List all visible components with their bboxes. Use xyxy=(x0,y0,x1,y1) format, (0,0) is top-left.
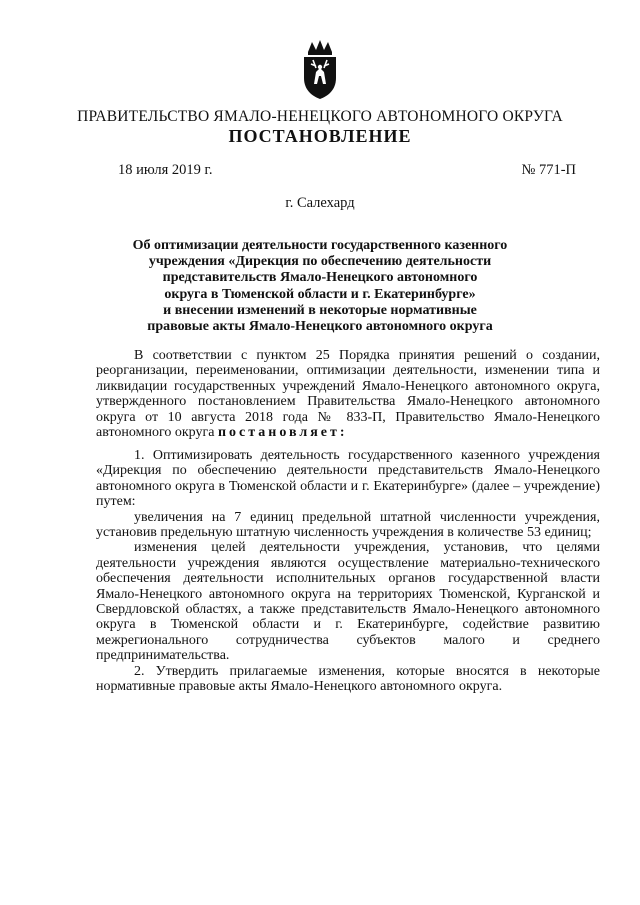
preamble-paragraph xyxy=(96,348,600,440)
title-line: представительств Ямало-Ненецкого автономного xyxy=(162,270,478,286)
item-paragraph: изменения целей деятельности учреждения, установив, что целями деятельности учреждения являются осуществление материально-технического обеспечения деятельности исполнительных органов государственной власти Ямало-Ненецкого автономного округа на территориях Тюменской, Курганской и Свердловской областях, а также представительств Ямало-Ненецкого автономного округа в Тюменской области и г. Екатеринбурге, содействие развитию межрегионального сотрудничества субъектов малого и среднего предпринимательства. xyxy=(96,540,600,664)
title-line: Об оптимизации деятельности государственного казенного xyxy=(132,238,508,253)
preamble-emphasis: постановляет: xyxy=(217,425,348,441)
document-number: № 771-П xyxy=(521,162,576,178)
title-line: и внесении изменений в некоторые нормативные xyxy=(163,302,477,318)
document-type: ПОСТАНОВЛЕНИЕ xyxy=(228,126,412,146)
coat-of-arms-icon xyxy=(300,40,340,100)
document-date: 18 июля 2019 г. xyxy=(118,162,213,178)
items-section xyxy=(96,448,600,695)
item-paragraph: 2. Утвердить прилагаемые изменения, которые вносятся в некоторые нормативные правовые акты Ямало-Ненецкого автономного округа. xyxy=(96,663,600,695)
preamble-body: В соответствии с пунктом 25 Порядка принятия решений о создании, реорганизации, переименовании, оптимизации деятельности, изменении типа и ликвидации государственных учреждений Ямало-Ненецкого автономного округа, утвержденного постановлением Правительства Ямало-Ненецкого автономного округа от 10 августа 2018 года № 833-П, Правительство Ямало-Ненецкого автономного округа xyxy=(96,348,600,441)
document-city: г. Салехард xyxy=(285,195,355,211)
item-paragraph: увеличения на 7 единиц предельной штатной численности учреждения, установив предельную штатную численность учреждения в количестве 53 единиц; xyxy=(96,509,600,541)
title-line: округа в Тюменской области и г. Екатеринбурге» xyxy=(164,286,476,302)
document-title xyxy=(120,238,520,335)
item-paragraph: 1. Оптимизировать деятельность государственного казенного учреждения «Дирекция по обеспечению деятельности представительств Ямало-Ненецкого автономного округа в Тюменской области и г. Екатеринбурге» (далее – учреждение) путем: xyxy=(96,448,600,510)
title-line: учреждения «Дирекция по обеспечению деятельности xyxy=(148,254,492,270)
preamble-text xyxy=(96,348,600,440)
government-name: ПРАВИТЕЛЬСТВО ЯМАЛО-НЕНЕЦКОГО АВТОНОМНОГО ОКРУГА xyxy=(77,108,563,125)
title-line: правовые акты Ямало-Ненецкого автономного округа xyxy=(147,319,493,335)
